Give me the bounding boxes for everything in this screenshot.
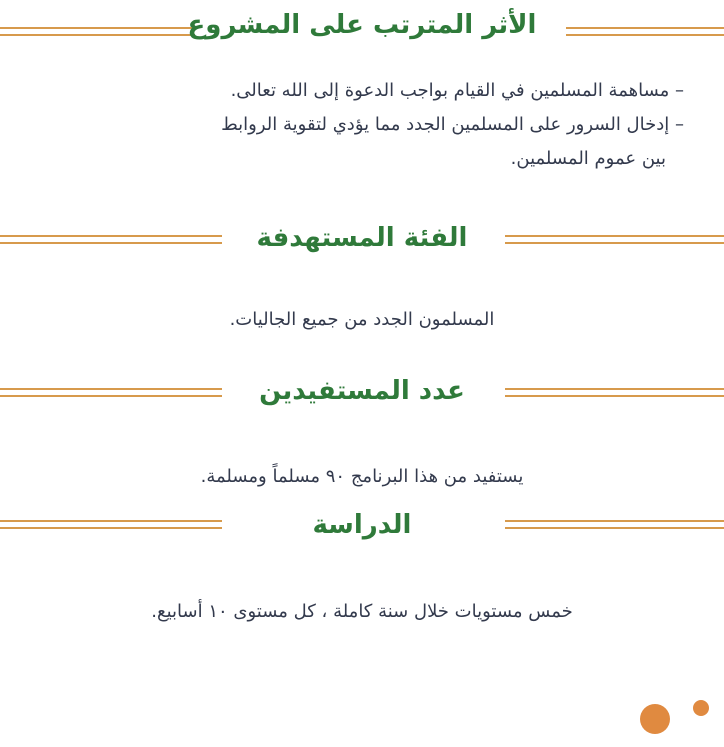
impact-list [124, 74, 684, 176]
section-text: يستفيد من هذا البرنامج ٩٠ مسلماً ومسلمة. [200, 466, 524, 487]
section-title: الفئة المستهدفة [256, 223, 468, 253]
section-title: الأثر المترتب على المشروع [187, 10, 537, 40]
list-item: – مساهمة المسلمين في القيام بواجب الدعوة إلى الله تعالى. [230, 80, 684, 101]
section-title: عدد المستفيدين [259, 376, 465, 406]
section-text: المسلمون الجدد من جميع الجاليات. [229, 309, 495, 330]
list-item: بين عموم المسلمين. [510, 148, 666, 169]
decorative-dot-large [640, 704, 670, 734]
section-text: خمس مستويات خلال سنة كاملة ، كل مستوى ١٠ أسابيع. [151, 601, 573, 622]
section-title: الدراسة [312, 510, 412, 540]
decorative-dot-small [693, 700, 709, 716]
list-item: – إدخال السرور على المسلمين الجدد مما يؤدي لتقوية الروابط [221, 114, 684, 135]
